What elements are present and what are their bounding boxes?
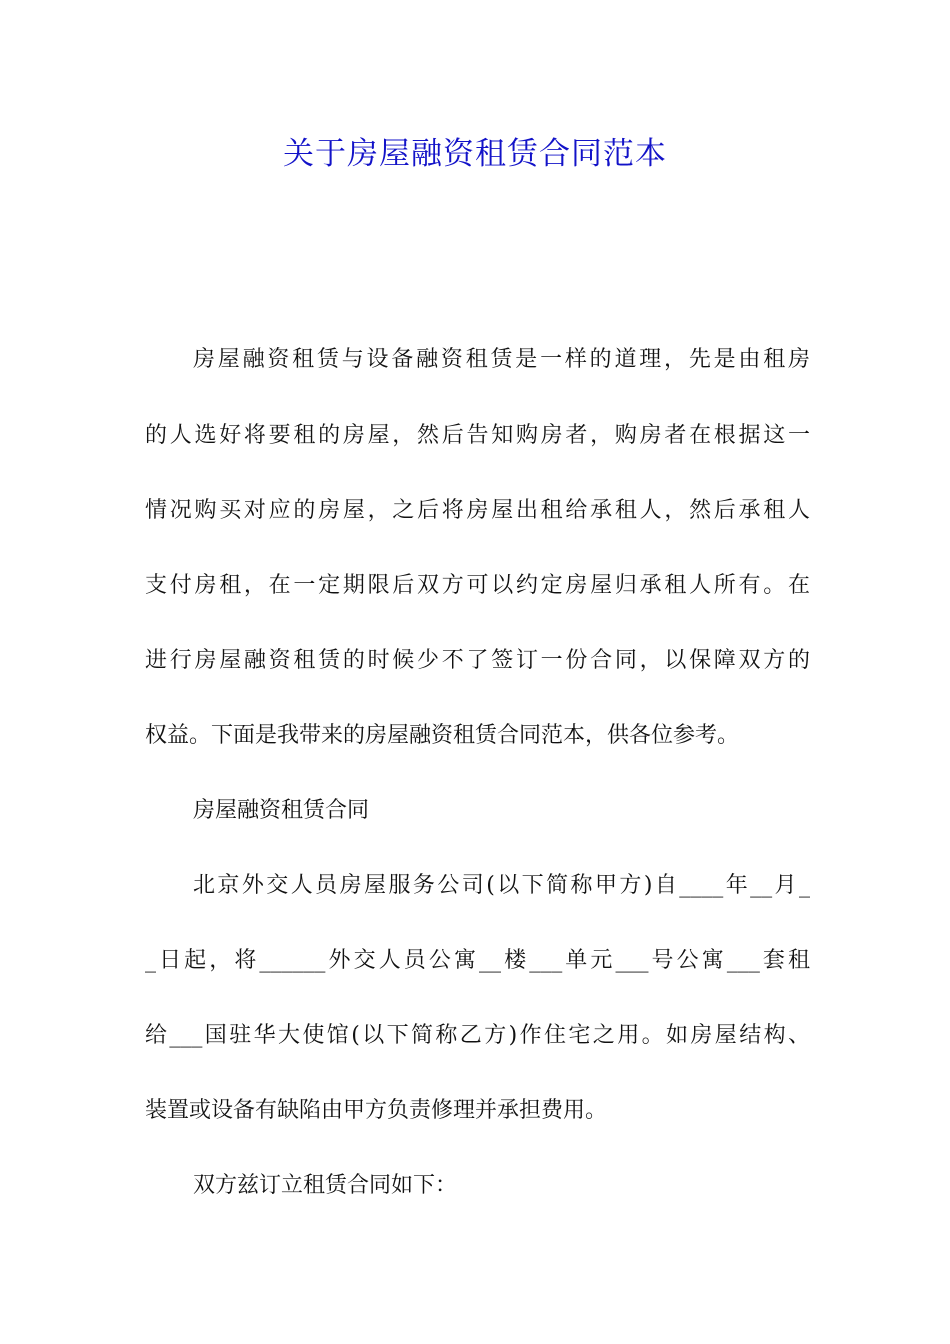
paragraph-line: 支付房租，在一定期限后双方可以约定房屋归承租人所有。在 (145, 573, 810, 598)
paragraph-line: 双方兹订立租赁合同如下： (193, 1173, 458, 1198)
paragraph-line: 的人选好将要租的房屋，然后告知购房者，购房者在根据这一 (145, 423, 810, 448)
document-title: 关于房屋融资租赁合同范本 (283, 136, 667, 172)
paragraph-line: 装置或设备有缺陷由甲方负责修理并承担费用。 (145, 1098, 608, 1123)
paragraph-line: 进行房屋融资租赁的时候少不了签订一份合同，以保障双方的 (145, 648, 810, 673)
paragraph-line: _日起，将______外交人员公寓__楼___单元___号公寓___套租 (145, 948, 810, 973)
paragraph-line: 情况购买对应的房屋，之后将房屋出租给承租人，然后承租人 (145, 498, 810, 523)
paragraph-line: 房屋融资租赁与设备融资租赁是一样的道理，先是由租房 (193, 347, 810, 372)
paragraph-line: 权益。下面是我带来的房屋融资租赁合同范本，供各位参考。 (145, 723, 740, 748)
contract-heading: 房屋融资租赁合同 (193, 798, 370, 823)
paragraph-line: 北京外交人员房屋服务公司(以下简称甲方)自____年__月_ (193, 873, 810, 898)
paragraph-line: 给___国驻华大使馆(以下简称乙方)作住宅之用。如房屋结构、 (145, 1023, 810, 1048)
